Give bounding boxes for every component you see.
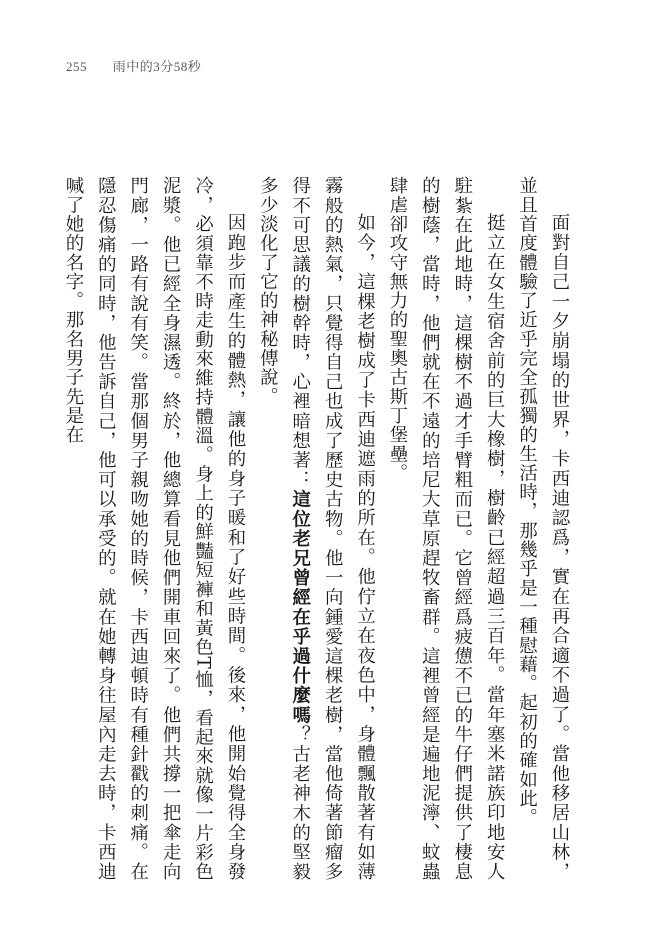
paragraph-3 bbox=[251, 176, 381, 881]
book-title: 雨中的3分58秒 bbox=[112, 59, 202, 74]
paragraph-2: 挺立在女生宿舍前的巨大橡樹，樹齡已經超過三百年。當年塞米諾族印地安人駐紮在此地時，這棵樹不過才手臂粗而已。它曾經爲疲憊不已的牛仔們提供了棲息的樹蔭，當時，他們就在不遠的培尼大草原趕牧畜群。這裡曾經是遍地泥濘、蚊蟲肆虐卻攻守無力的聖奧古斯丁堡壘。 bbox=[386, 176, 506, 881]
paragraph-4: 因跑步而產生的體熱，讓他的身子暖和了好些時間。後來，他開始覺得全身發冷，必須靠不時走動來維持體溫。身上的鮮豔短褲和黃色T恤，看起來就像一片彩色泥漿。他已經全身濕透。終於，他總算看見他們開車回來了。他們共撐一把傘走向門廊，一路有說有笑。當那個男子親吻她的時候，卡西迪頓時有種針戳的刺痛。在隱忍傷痛的同時，他告訴自己，他可以承受的。就在她轉身往屋內走去時，卡西迪喊了她的名字。那名男子先是在 bbox=[62, 176, 246, 881]
body-text bbox=[62, 176, 575, 882]
page-number: 255 bbox=[66, 59, 87, 74]
inner-thought-emphasis: 這位老兄曾經在乎過什麼嗎 bbox=[289, 489, 311, 725]
paragraph-3-text-before: 如今，這棵老樹成了卡西迪遮雨的所在。他佇立在夜色中，身體飄散著有如薄霧般的熱氣，只覺得自己也成了歷史古物。他一向鍾愛這棵老樹，當他倚著節瘤多得不可思議的樹幹時，心裡暗想著： bbox=[289, 176, 376, 881]
paragraph-1: 面對自己一夕崩塌的世界，卡西迪認爲，實在再合適不過了。當他移居山林，並且首度體驗了近乎完全孤獨的生活時，那幾乎是一種慰藉。起初的確如此。 bbox=[516, 176, 570, 881]
paragraph-3-text-after: ？古老神木的堅毅多少淡化了它的神秘傳說。 bbox=[257, 176, 311, 882]
running-head bbox=[66, 56, 201, 75]
